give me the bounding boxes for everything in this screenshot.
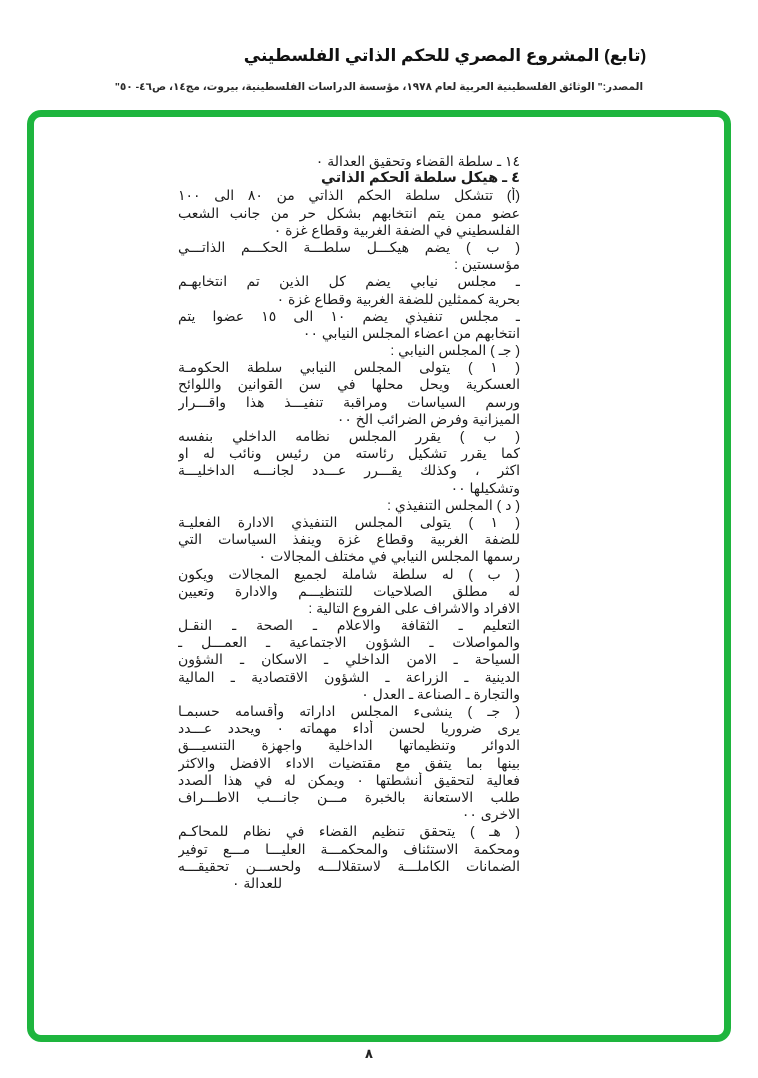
text-line: انتخابهم من اعضاء المجلس النيابي ٠٠ — [302, 324, 520, 341]
text-line: ( هـ ) يتحقق تنظيم القضاء في نظام للمحاكـم — [178, 823, 520, 840]
text-line: الافراد والاشراف على الفروع التالية : — [308, 599, 520, 616]
text-line: ( جـ ) ينشىء المجلس اداراته وأقسامه حسبمـا — [178, 703, 520, 719]
page-number: ٨ — [365, 1046, 373, 1061]
text-line: فعالية لتحقيق أنشطتها ٠ ويمكن له في هذا الصدد — [178, 771, 520, 788]
text-line: ـ مجلس تنفيذي يضم ١٠ الى ١٥ عضوا يتم — [178, 307, 520, 324]
text-line: رسمها المجلس النيابي في مختلف المجالات ٠ — [258, 548, 520, 565]
text-line: بينها بما يتفق مع مقتضيات الاداء الافضل والاكثر — [178, 754, 520, 771]
text-line: (أ) تتشكل سلطة الحكم الذاتي من ٨٠ الى ١٠٠ — [178, 187, 520, 204]
text-line: كما يقرر تشكيل رئاسته من رئيس ونائب له او — [178, 445, 520, 462]
text-line: الاخرى ٠٠ — [461, 806, 520, 823]
text-line: يرى ضروريا لحسن أداء مهماته ٠ ويحدد عـــدد — [178, 720, 520, 737]
text-line: ـ مجلس نيابي يضم كل الذين تم انتخابهـم — [178, 273, 520, 290]
text-line: ( ١ ) يتولى المجلس التنفيذي الادارة الفعليـة — [178, 513, 520, 530]
source-citation: المصدر:" الوثائق الفلسطينية العربية لعام ١٩٧٨، مؤسسة الدراسات الفلسطينية، بيروت، مج١٤، ص٤٦- ٥٠" — [114, 81, 644, 93]
text-line: طلب الاستعانة بالخبرة مـــن جانـــب الاطـــراف — [178, 788, 520, 805]
text-line: للعدالة ٠ — [232, 874, 283, 891]
text-line: ورسم السياسات ومراقبة تنفيـــذ هذا واقـــرار — [178, 393, 520, 410]
text-line: عضو ممن يتم انتخابهم بشكل حر من جانب الشعب — [178, 204, 520, 221]
text-line: للضفة الغربية وقطاع غزة وينفذ السياسات التي — [178, 531, 520, 548]
text-line: الدوائر وتنظيماتها الداخلية واجهزة التنسيـــق — [178, 737, 520, 754]
text-line: له مطلق الصلاحيات للتنظيـــم والادارة وتعيين — [178, 582, 520, 599]
text-line: والتجارة ـ الصناعة ـ العدل ٠ — [361, 685, 520, 702]
text-line: التعليم ـ الثقافة والاعلام ـ الصحة ـ النقـل — [178, 617, 520, 634]
text-line: اكثر ، وكذلك يقـــرر عـــدد لجانـــه الداخليـــة — [178, 462, 520, 479]
text-line: الفلسطيني في الضفة الغربية وقطاع غزة ٠ — [273, 221, 520, 238]
text-line: ( ب ) يضم هيكـــل سلطـــة الحكـــم الذاتـــي — [178, 238, 520, 255]
text-line: الضمانات الكاملـــة لاستقلالـــه ولحســـن تحقيقـــه — [178, 857, 520, 874]
text-line: ٤ ـ هيكل سلطة الحكم الذاتي — [321, 170, 520, 187]
text-line: ( جـ ) المجلس النيابي : — [390, 342, 520, 359]
text-line: مؤسستين : — [454, 256, 520, 273]
text-line: العسكرية ويحل محلها في سن القوانين واللوائح — [178, 376, 520, 393]
text-line: السياحة ـ الامن الداخلي ـ الاسكان ـ الشؤون — [178, 651, 520, 668]
text-line: ( ١ ) يتولى المجلس النيابي سلطة الحكومـة — [178, 359, 520, 376]
text-line: بحرية كممثلين للضفة الغربية وقطاع غزة ٠ — [276, 290, 520, 307]
text-line: ( د ) المجلس التنفيذي : — [387, 496, 520, 513]
text-line: ومحكمة الاستئناف والمحكمـــة العليـــا مـــع توفير — [178, 840, 520, 857]
document-title: (تابع) المشروع المصري للحكم الذاتي الفلسطيني — [243, 46, 647, 65]
text-line: الدينية ـ الزراعة ـ الشؤون الاقتصادية ـ المالية — [178, 668, 520, 685]
text-line: وتشكيلها ٠٠ — [450, 479, 520, 496]
text-line: ( ب ) يقرر المجلس نظامه الداخلي بنفسه — [178, 428, 520, 444]
text-line: الميزانية وفرض الضرائب الخ ٠٠ — [336, 410, 520, 427]
text-line: والمواصلات ـ الشؤون الاجتماعية ـ العمـــل ـ — [178, 634, 520, 651]
text-column — [178, 153, 520, 892]
text-line: ١٤ ـ سلطة القضاء وتحقيق العدالة ٠ — [315, 153, 520, 169]
text-line: ( ب ) له سلطة شاملة لجميع المجالات ويكون — [178, 565, 520, 582]
